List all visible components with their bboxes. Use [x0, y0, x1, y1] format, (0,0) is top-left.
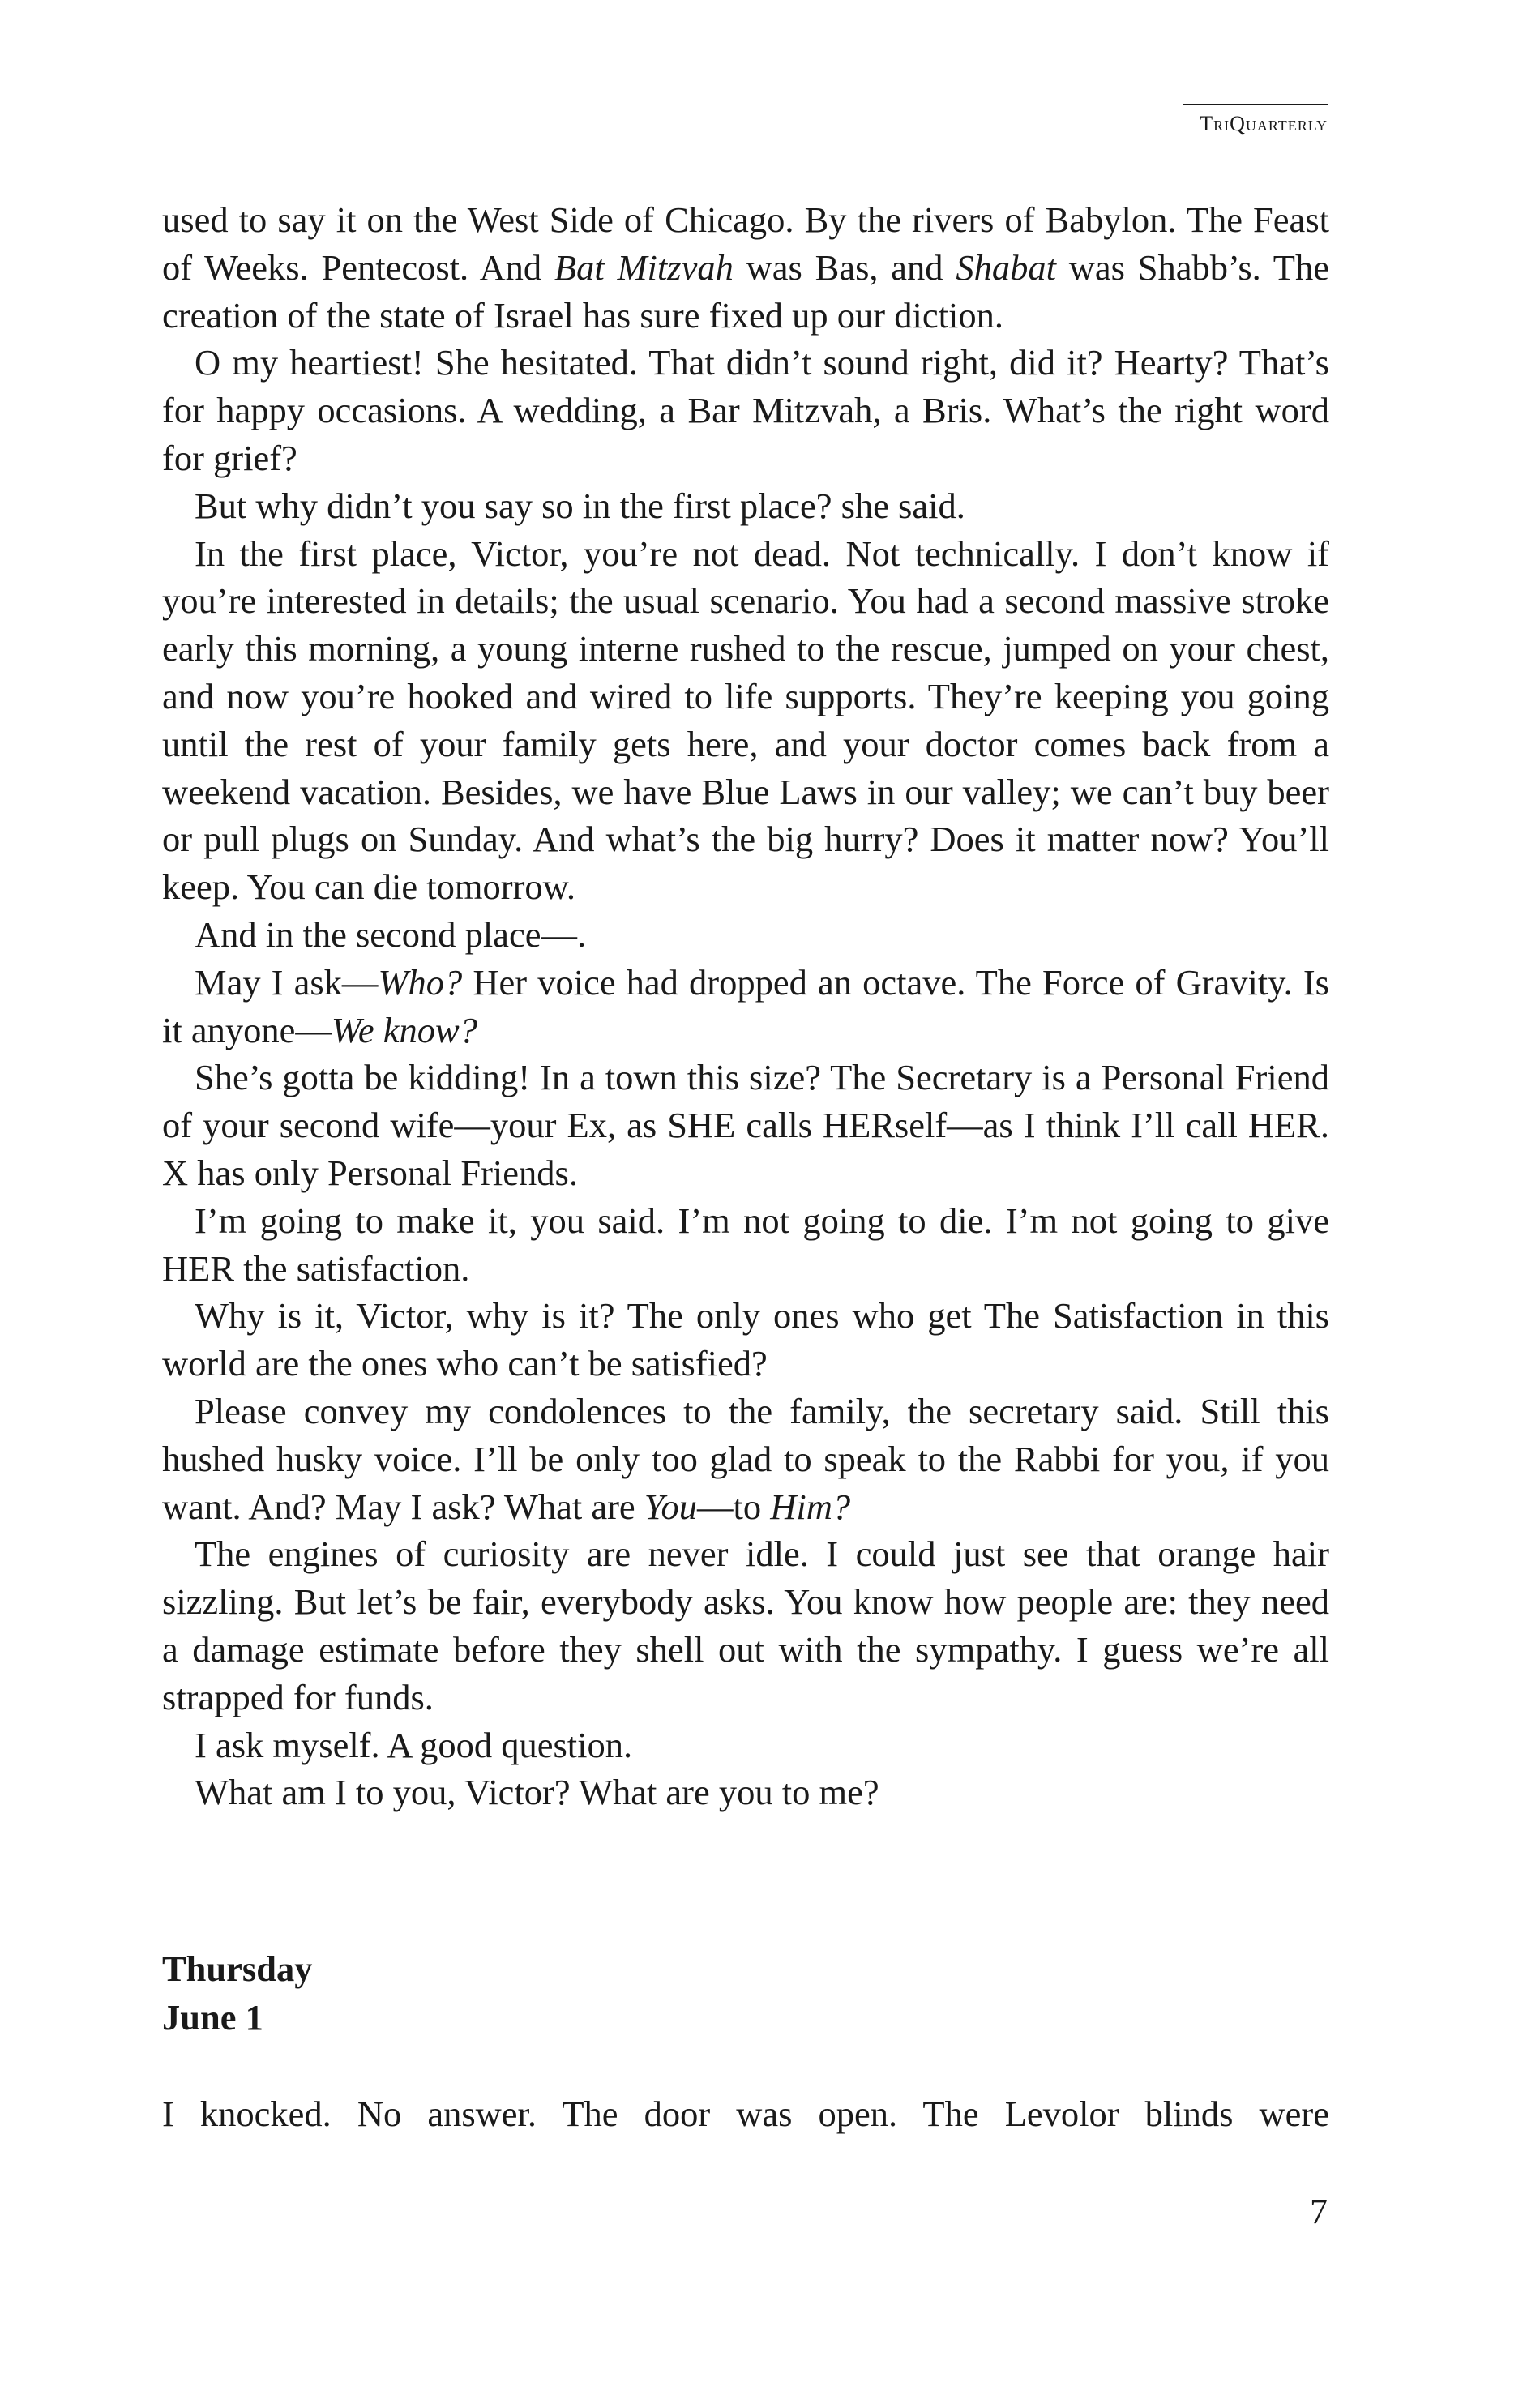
- text-run: She’s gotta be kidding! In a town this size? The Secretary is a Personal Friend of your second wife—your Ex, as SHE calls HERself—as I think I’ll call HER. X has only Personal Friends.: [162, 1057, 1329, 1193]
- text-run: O my heartiest! She hesitated. That didn’t sound right, did it? Hearty? That’s for happy occasions. A wedding, a Bar Mitzvah, a Bris. What’s the right word for grief?: [162, 342, 1329, 478]
- text-run: Please convey my condolences to the family, the secretary said. Still this hushed husky voice. I’ll be only too glad to speak to the Rabbi for you, if you want. And? May I ask? What are: [162, 1390, 1329, 1527]
- section-day: Thursday: [162, 1948, 313, 1990]
- paragraph: [162, 1292, 1329, 1388]
- italic-text: We know?: [331, 1009, 477, 1050]
- italic-text: Who?: [378, 961, 463, 1003]
- paragraph: [162, 1722, 1329, 1769]
- paragraph: [162, 1530, 1329, 1721]
- closing-paragraph: I knocked. No answer. The door was open. The Levolor blinds were: [162, 2094, 1329, 2135]
- text-run: Her voice had dropped an octave. The Force of Gravity. Is it anyone—: [162, 961, 1329, 1050]
- text-run: was Shabb’s. The creation of the state of Israel has sure fixed up our diction.: [162, 246, 1329, 336]
- section-heading: [162, 1944, 1329, 2042]
- paragraph: [162, 339, 1329, 481]
- paragraph: [162, 1054, 1329, 1196]
- text-run: May I ask—: [195, 961, 379, 1003]
- text-run: I ask myself. A good question.: [195, 1724, 633, 1765]
- page-number: 7: [1310, 2192, 1328, 2231]
- text-run: In the first place, Victor, you’re not dead. Not technically. I don’t know if you’re interested in details; the usual scenario. You had a second massive stroke early this morning, a young interne rushed to the rescue, jumped on your chest, and now you’re hooked and wired to life supports. They’re keeping you going until the rest of your family gets here, and your doctor comes back from a weekend vacation. Besides, we have Blue Laws in our valley; we can’t buy beer or pull plugs on Sunday. And what’s the big hurry? Does it matter now? You’ll keep. You can die tomorrow.: [162, 532, 1329, 908]
- text-run: What am I to you, Victor? What are you to me?: [195, 1772, 879, 1813]
- italic-text: Bat Mitzvah: [554, 246, 734, 288]
- text-run: used to say it on the West Side of Chicago. By the rivers of Babylon. The Feast of Weeks. Pentecost. And: [162, 199, 1329, 288]
- paragraph: [162, 1388, 1329, 1530]
- paragraph: [162, 196, 1329, 339]
- section-gap: [162, 2042, 1329, 2090]
- header-rule: [1183, 104, 1328, 105]
- paragraph: [162, 911, 1329, 959]
- paragraph: [162, 959, 1329, 1054]
- running-head: [1200, 113, 1328, 135]
- paragraph: [162, 530, 1329, 911]
- italic-text: Shabat: [956, 246, 1056, 288]
- text-run: But why didn’t you say so in the first place? she said.: [195, 485, 965, 526]
- text-run: The engines of curiosity are never idle. I could just see that orange hair sizzling. But let’s be fair, everybody asks. You know how people are: they need a damage estimate before they shell out with the sympathy. I guess we’re all strapped for funds.: [162, 1533, 1329, 1717]
- body-text: [162, 196, 1329, 2138]
- journal-title: TriQuarterly: [1200, 112, 1328, 135]
- paragraph: [162, 1769, 1329, 1816]
- paragraph-list: [162, 196, 1329, 1816]
- italic-text: Him?: [770, 1486, 851, 1527]
- text-run: was Bas, and: [733, 246, 956, 288]
- section-date: June 1: [162, 1997, 263, 2038]
- italic-text: You: [644, 1486, 697, 1527]
- text-run: —to: [696, 1486, 771, 1527]
- paragraph: [162, 482, 1329, 530]
- text-run: And in the second place—.: [195, 913, 587, 955]
- text-run: Why is it, Victor, why is it? The only ones who get The Satisfaction in this world are the ones who can’t be satisfied?: [162, 1295, 1329, 1384]
- text-run: I’m going to make it, you said. I’m not going to die. I’m not going to give HER the satisfaction.: [162, 1200, 1329, 1289]
- paragraph: [162, 1197, 1329, 1293]
